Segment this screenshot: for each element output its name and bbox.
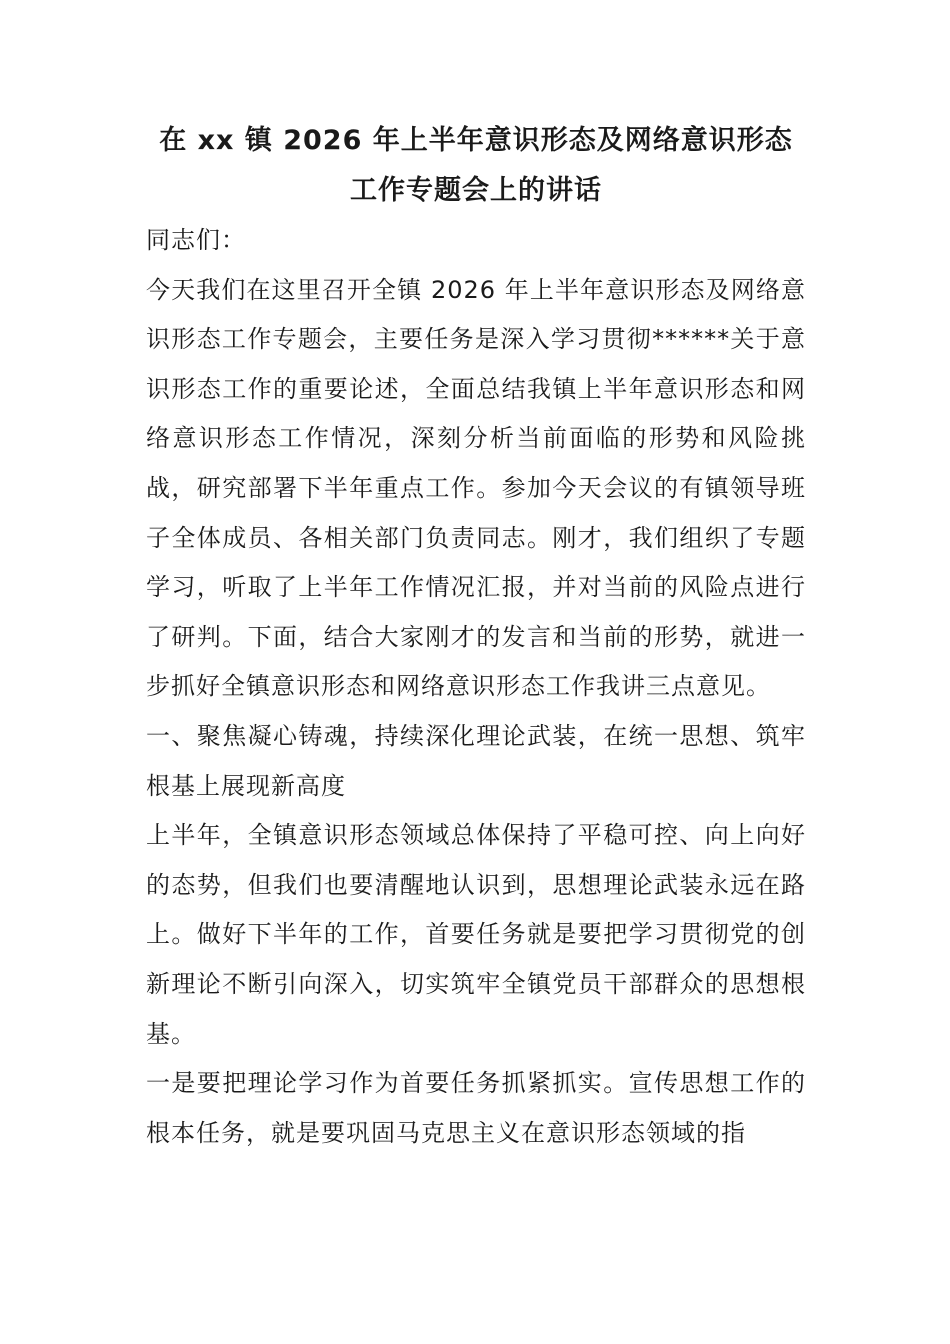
salutation: 同志们： xyxy=(146,226,246,254)
point-1-paragraph: 一是要把理论学习作为首要任务抓紧抓实。宣传思想工作的根本任务，就是要巩固马克思主义在意识形态领域的指 xyxy=(146,1069,806,1147)
section-1-paragraph: 上半年，全镇意识形态领域总体保持了平稳可控、向上向好的态势，但我们也要清醒地认识到，思想理论武装永远在路上。做好下半年的工作，首要任务就是要把学习贯彻党的创新理论不断引向深入，切实筑牢全镇党员干部群众的思想根基。 xyxy=(146,821,806,1048)
section-heading-1: 一、聚焦凝心铸魂，持续深化理论武装，在统一思想、筑牢根基上展现新高度 xyxy=(146,721,806,800)
document-title: 在 xx 镇 2026 年上半年意识形态及网络意识形态工作专题会上的讲话 xyxy=(159,125,793,206)
document-body xyxy=(146,116,806,1158)
intro-paragraph: 今天我们在这里召开全镇 2026 年上半年意识形态及网络意识形态工作专题会，主要任务是深入学习贯彻******关于意识形态工作的重要论述，全面总结我镇上半年意识形态和网络意识形态工作情况，深刻分析当前面临的形势和风险挑战，研究部署下半年重点工作。参加今天会议的有镇领导班子全体成员、各相关部门负责同志。刚才，我们组织了专题学习，听取了上半年工作情况汇报，并对当前的风险点进行了研判。下面，结合大家刚才的发言和当前的形势，就进一步抓好全镇意识形态和网络意识形态工作我讲三点意见。 xyxy=(146,275,806,701)
